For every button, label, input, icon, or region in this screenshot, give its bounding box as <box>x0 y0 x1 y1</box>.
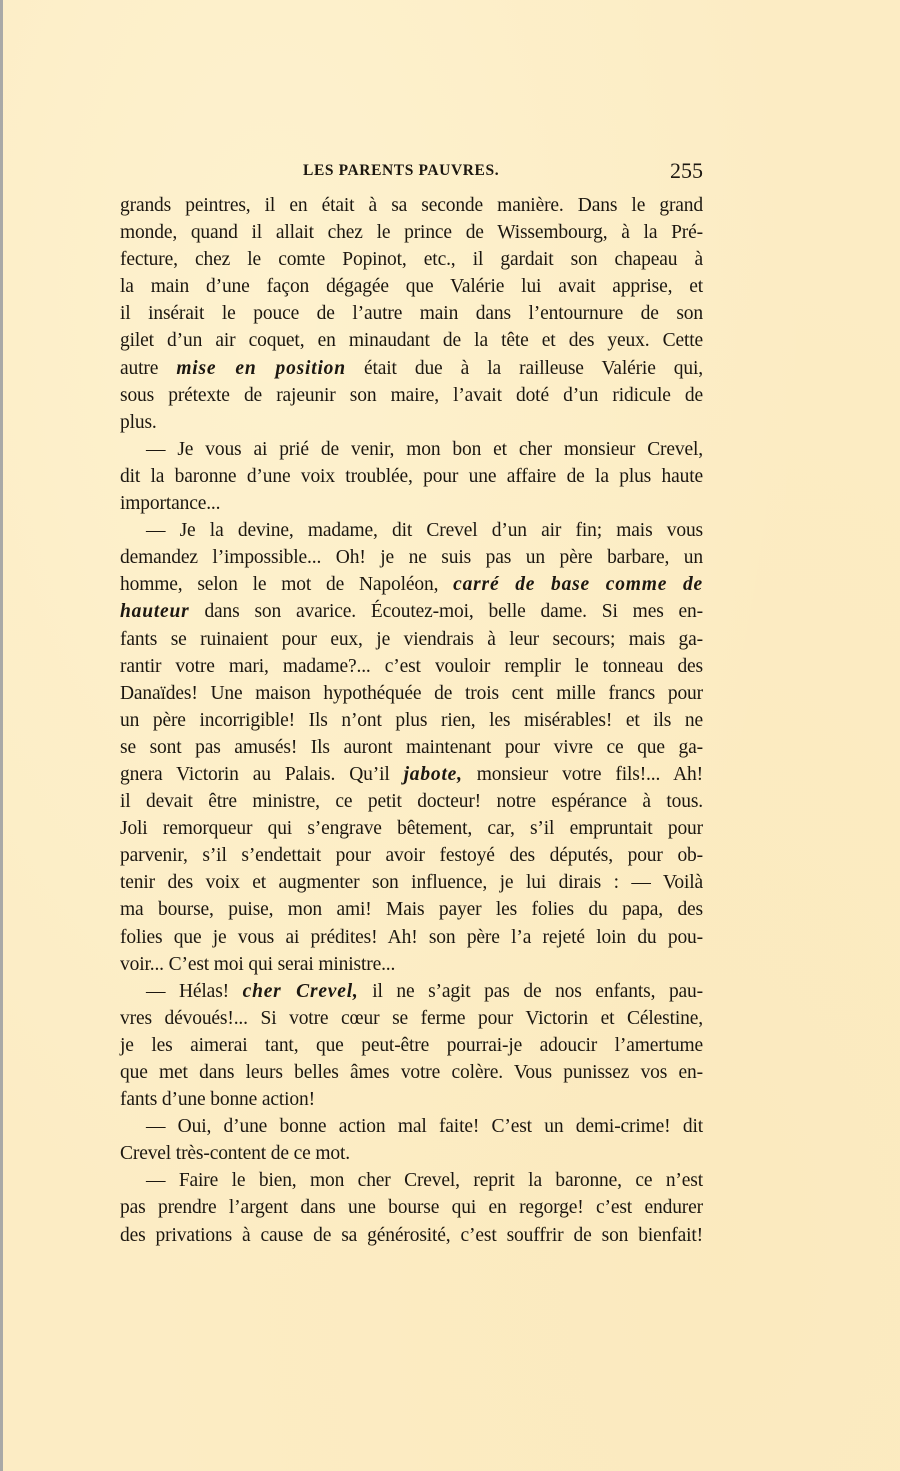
text-line <box>120 951 703 978</box>
text-segment: grands peintres, il en était à sa seconde manière. Dans le grand <box>120 195 703 216</box>
text-line-content <box>120 842 703 869</box>
text-line <box>120 571 703 598</box>
body-text <box>120 192 703 1249</box>
text-line-content <box>120 219 703 246</box>
text-segment: fecture, chez le comte Popinot, etc., il gardait son chapeau à <box>120 249 703 271</box>
text-line <box>120 300 703 327</box>
text-segment: homme, selon le mot de Napoléon, <box>120 574 454 596</box>
text-line-content <box>120 680 703 707</box>
text-segment: folies que je vous ai prédites! Ah! son père l’a rejeté loin du pou- <box>120 926 703 948</box>
text-segment: demandez l’impossible... Oh! je ne suis pas un père barbare, un <box>120 547 703 569</box>
emphasis-text: jabote, <box>403 763 463 785</box>
text-line <box>120 788 703 815</box>
text-segment: autre <box>120 357 177 379</box>
text-line-content <box>146 1113 703 1140</box>
text-line <box>120 1059 703 1086</box>
page-number: 255 <box>670 158 703 183</box>
text-line <box>120 1222 703 1249</box>
text-line <box>120 273 703 300</box>
text-segment: ma bourse, puise, mon ami! Mais payer les folies du papa, des <box>120 899 703 921</box>
running-title: LES PARENTS PAUVRES. <box>303 162 500 179</box>
text-segment: fants d’une bonne action! <box>120 1089 315 1111</box>
text-line <box>120 734 703 761</box>
text-line-content <box>120 788 703 815</box>
text-line-content <box>146 1167 703 1194</box>
text-line-content <box>146 978 703 1005</box>
text-segment: il ne s’agit pas de nos enfants, pau- <box>358 980 704 1002</box>
text-segment: monde, quand il allait chez le prince de Wissembourg, à la Pré- <box>120 222 703 244</box>
text-line-content <box>146 517 703 544</box>
text-line <box>120 1194 703 1221</box>
text-line <box>120 869 703 896</box>
text-line <box>120 192 703 219</box>
text-segment: se sont pas amusés! Ils auront maintenant pour vivre ce que ga- <box>120 736 703 758</box>
text-segment: plus. <box>120 411 157 433</box>
text-line-content <box>120 626 703 653</box>
text-line-content <box>120 896 703 923</box>
text-line <box>120 653 703 680</box>
emphasis-text: cher Crevel, <box>242 980 359 1002</box>
text-segment: était due à la railleuse Valérie qui, <box>345 357 703 379</box>
text-line-content <box>120 1059 703 1086</box>
text-line <box>120 382 703 409</box>
text-segment: vres dévoués!... Si votre cœur se ferme pour Victorin et Célestine, <box>120 1007 703 1029</box>
text-line-content <box>120 300 703 327</box>
text-line-content <box>120 273 703 300</box>
text-segment: un père incorrigible! Ils n’ont plus rien, les misérables! et ils ne <box>120 709 703 731</box>
text-segment: dit la baronne d’une voix troublée, pour une affaire de la plus haute <box>120 465 703 487</box>
text-line-content <box>146 436 703 463</box>
text-line-content <box>120 571 703 598</box>
text-line <box>120 246 703 273</box>
text-line <box>120 842 703 869</box>
text-line-content <box>120 707 703 734</box>
text-line-content <box>120 246 703 273</box>
text-line <box>120 680 703 707</box>
text-segment: Danaïdes! Une maison hypothéquée de trois cent mille francs pour <box>120 682 703 704</box>
text-line-content <box>120 869 703 896</box>
text-segment: dans son avarice. Écoutez-moi, belle dame. Si mes en- <box>189 601 703 623</box>
text-segment: — Je la devine, madame, dit Crevel d’un air fin; mais vous <box>146 520 703 542</box>
text-line-content <box>120 1194 703 1221</box>
text-line <box>120 924 703 951</box>
text-segment: sous prétexte de rajeunir son maire, l’avait doté d’un ridicule de <box>120 384 703 406</box>
text-line-content <box>120 1032 703 1059</box>
text-line-content <box>120 1086 703 1113</box>
text-segment: voir... C’est moi qui serai ministre... <box>120 953 396 975</box>
text-line <box>120 626 703 653</box>
text-line-content <box>120 761 703 788</box>
text-line-content <box>120 327 703 354</box>
text-line <box>120 490 703 517</box>
text-line <box>120 978 703 1005</box>
text-line-content <box>120 463 703 490</box>
text-segment: il devait être ministre, ce petit docteur! notre espérance à tous. <box>120 791 703 813</box>
text-line <box>120 598 703 625</box>
emphasis-text: mise en position <box>176 357 346 379</box>
text-line-content <box>120 1005 703 1032</box>
text-line-content <box>120 490 703 517</box>
text-line <box>120 1167 703 1194</box>
text-segment: — Faire le bien, mon cher Crevel, reprit la baronne, ce n’est <box>146 1170 703 1192</box>
text-line <box>120 463 703 490</box>
text-line <box>120 815 703 842</box>
text-line-content <box>120 544 703 571</box>
text-line-content <box>120 382 703 409</box>
text-line-content <box>120 192 703 219</box>
text-line <box>120 707 703 734</box>
text-segment: je les aimerai tant, que peut-être pourrai-je adoucir l’amertume <box>120 1034 703 1056</box>
text-line <box>120 896 703 923</box>
text-segment: Crevel très-content de ce mot. <box>120 1143 350 1165</box>
running-head <box>120 160 703 184</box>
text-segment: — Hélas! <box>146 980 243 1002</box>
emphasis-text: carré de base comme de <box>453 574 703 596</box>
text-line <box>120 517 703 544</box>
text-line <box>120 544 703 571</box>
text-line <box>120 409 703 436</box>
text-segment: que met dans leurs belles âmes votre colère. Vous punissez vos en- <box>120 1062 703 1083</box>
text-segment: — Oui, d’une bonne action mal faite! C’est un demi-crime! dit <box>146 1116 703 1138</box>
text-segment: — Je vous ai prié de venir, mon bon et cher monsieur Crevel, <box>146 438 703 460</box>
text-segment: des privations à cause de sa générosité, c’est souffrir de son bienfait! <box>120 1224 703 1246</box>
text-line <box>120 327 703 354</box>
text-line-content <box>120 1140 703 1167</box>
emphasis-text: hauteur <box>120 601 190 623</box>
text-line-content <box>120 924 703 951</box>
text-line <box>120 1086 703 1113</box>
text-line <box>120 436 703 463</box>
text-line <box>120 1140 703 1167</box>
text-line <box>120 1005 703 1032</box>
text-segment: tenir des voix et augmenter son influence, je lui dirais : — Voilà <box>120 872 703 894</box>
text-line-content <box>120 409 703 436</box>
text-line-content <box>120 598 703 625</box>
text-line <box>120 1113 703 1140</box>
text-line <box>120 1032 703 1059</box>
text-segment: gnera Victorin au Palais. Qu’il <box>120 763 404 785</box>
text-segment: fants se ruinaient pour eux, je viendrais à leur secours; mais ga- <box>120 628 703 650</box>
text-segment: parvenir, s’il s’endettait pour avoir festoyé des députés, pour ob- <box>120 845 703 867</box>
text-line-content <box>120 1222 703 1249</box>
text-segment: importance... <box>120 493 221 515</box>
text-line <box>120 761 703 788</box>
text-line-content <box>120 653 703 680</box>
text-segment: gilet d’un air coquet, en minaudant de la tête et des yeux. Cette <box>120 330 703 352</box>
text-line-content <box>120 951 703 978</box>
text-line <box>120 355 703 382</box>
text-line-content <box>120 734 703 761</box>
text-line-content <box>120 815 703 842</box>
text-segment: rantir votre mari, madame?... c’est vouloir remplir le tonneau des <box>120 655 703 677</box>
text-segment: la main d’une façon dégagée que Valérie lui avait apprise, et <box>120 276 703 298</box>
text-segment: il insérait le pouce de l’autre main dans l’entournure de son <box>120 303 703 325</box>
text-segment: Joli remorqueur qui s’engrave bêtement, car, s’il empruntait pour <box>120 818 703 840</box>
text-segment: monsieur votre fils!... Ah! <box>462 763 703 785</box>
text-segment: pas prendre l’argent dans une bourse qui en regorge! c’est endurer <box>120 1197 703 1219</box>
text-line-content <box>120 355 703 382</box>
text-line <box>120 219 703 246</box>
